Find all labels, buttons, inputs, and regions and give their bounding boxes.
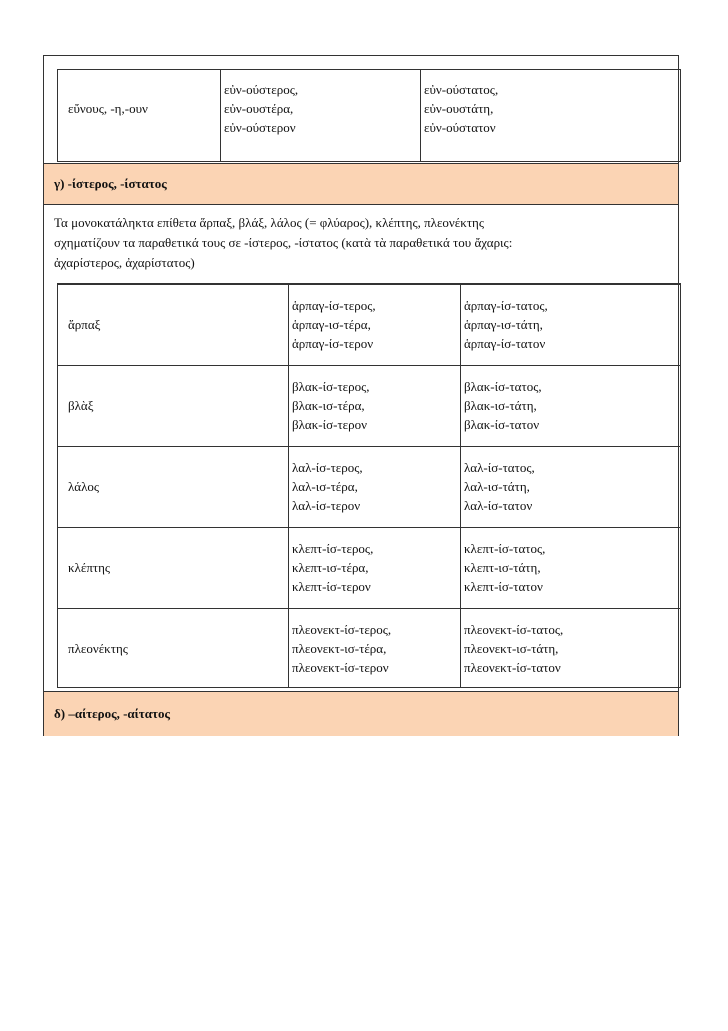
row-label: εὔνους, -η,-ουν bbox=[68, 101, 148, 116]
comparative-forms bbox=[292, 458, 363, 515]
form: λαλ-ίσ-τερον bbox=[292, 498, 361, 513]
table-row bbox=[58, 284, 680, 365]
row-label: ἅρπαξ bbox=[68, 317, 101, 332]
column-divider bbox=[420, 70, 421, 161]
table-row bbox=[58, 446, 680, 527]
form: λαλ-ίσ-τερος, bbox=[292, 460, 363, 475]
form: ἁρπαγ-ίσ-τερος, bbox=[292, 298, 376, 313]
form: εὐν-ούστατος, bbox=[424, 82, 499, 97]
form: κλεπτ-ίσ-τατον bbox=[464, 579, 543, 594]
comparative-forms bbox=[224, 80, 298, 137]
isteros-table bbox=[57, 283, 681, 688]
table-row bbox=[58, 365, 680, 446]
section-paragraph bbox=[54, 213, 664, 273]
superlative-forms bbox=[464, 539, 545, 596]
form: βλακ-ίσ-τερον bbox=[292, 417, 367, 432]
comparative-forms bbox=[292, 377, 370, 434]
form: λαλ-ισ-τέρα, bbox=[292, 479, 358, 494]
form: εὐν-ουστέρα, bbox=[224, 101, 294, 116]
form: ἁρπαγ-ίσ-τατος, bbox=[464, 298, 548, 313]
form: λαλ-ισ-τάτη, bbox=[464, 479, 530, 494]
form: πλεονεκτ-ισ-τέρα, bbox=[292, 641, 387, 656]
form: ἁρπαγ-ισ-τάτη, bbox=[464, 317, 543, 332]
form: βλακ-ισ-τέρα, bbox=[292, 398, 365, 413]
form: κλεπτ-ισ-τάτη, bbox=[464, 560, 541, 575]
section-heading-g bbox=[44, 163, 678, 205]
form: λαλ-ίσ-τατον bbox=[464, 498, 533, 513]
table-row bbox=[58, 527, 680, 608]
section-heading-d bbox=[44, 691, 678, 736]
form: βλακ-ίσ-τατον bbox=[464, 417, 540, 432]
section-heading-text: δ) –αίτερος, -αίτατος bbox=[54, 706, 170, 721]
form: εὐν-ούστατον bbox=[424, 120, 496, 135]
form: πλεονεκτ-ισ-τάτη, bbox=[464, 641, 559, 656]
superlative-forms bbox=[464, 377, 542, 434]
form: βλακ-ισ-τάτη, bbox=[464, 398, 537, 413]
superlative-forms bbox=[464, 620, 563, 677]
row-label: πλεονέκτης bbox=[68, 641, 128, 656]
form: λαλ-ίσ-τατος, bbox=[464, 460, 535, 475]
superlative-forms bbox=[424, 80, 498, 137]
form: εὐν-ουστάτη, bbox=[424, 101, 494, 116]
paragraph-line: Τα μονοκατάληκτα επίθετα ἅρπαξ, βλάξ, λάλος (= φλύαρος), κλέπτης, πλεονέκτης bbox=[54, 215, 484, 230]
superlative-forms bbox=[464, 458, 535, 515]
row-label: κλέπτης bbox=[68, 560, 111, 575]
form: κλεπτ-ισ-τέρα, bbox=[292, 560, 369, 575]
eunous-table bbox=[57, 69, 681, 162]
paragraph-line: ἀχαρίστερος, ἀχαρίστατος) bbox=[54, 255, 195, 270]
form: εὐν-ούστερος, bbox=[224, 82, 299, 97]
section-heading-text: γ) -ίστερος, -ίστατος bbox=[54, 176, 167, 191]
form: εὐν-ούστερον bbox=[224, 120, 296, 135]
form: ἁρπαγ-ισ-τέρα, bbox=[292, 317, 371, 332]
form: κλεπτ-ίσ-τερος, bbox=[292, 541, 374, 556]
superlative-forms bbox=[464, 296, 548, 353]
form: κλεπτ-ίσ-τατος, bbox=[464, 541, 546, 556]
comparative-forms bbox=[292, 296, 376, 353]
form: πλεονεκτ-ίσ-τερον bbox=[292, 660, 389, 675]
column-divider bbox=[220, 70, 221, 161]
form: πλεονεκτ-ίσ-τατον bbox=[464, 660, 561, 675]
paragraph-line: σχηματίζουν τα παραθετικά τους σε -ίστερος, -ίστατος (κατὰ τὰ παραθετικά του ἄχαρις: bbox=[54, 235, 513, 250]
form: πλεονεκτ-ίσ-τερος, bbox=[292, 622, 392, 637]
row-label: βλὰξ bbox=[68, 398, 94, 413]
comparative-forms bbox=[292, 620, 391, 677]
document-frame bbox=[43, 55, 679, 736]
form: ἁρπαγ-ίσ-τατον bbox=[464, 336, 546, 351]
form: πλεονεκτ-ίσ-τατος, bbox=[464, 622, 564, 637]
form: ἁρπαγ-ίσ-τερον bbox=[292, 336, 374, 351]
form: βλακ-ίσ-τατος, bbox=[464, 379, 542, 394]
form: κλεπτ-ίσ-τερον bbox=[292, 579, 371, 594]
comparative-forms bbox=[292, 539, 373, 596]
form: βλακ-ίσ-τερος, bbox=[292, 379, 370, 394]
row-label: λάλος bbox=[68, 479, 100, 494]
table-row bbox=[58, 608, 680, 688]
